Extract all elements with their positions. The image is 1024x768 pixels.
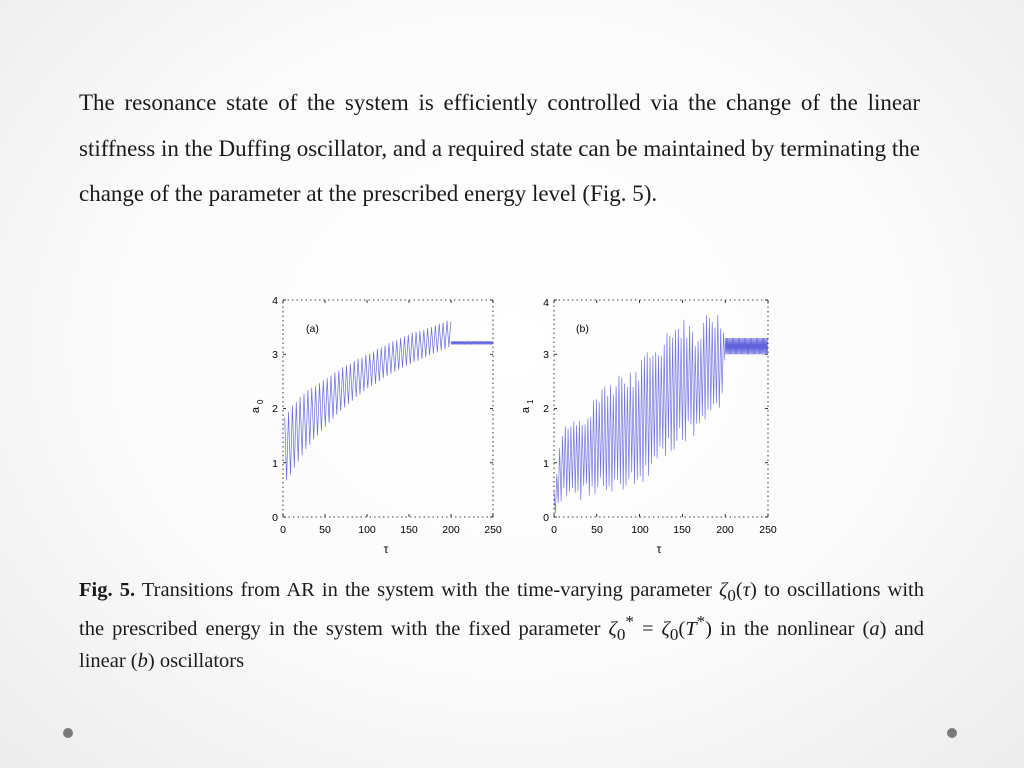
y-tick-label-a: 0 [272, 512, 278, 524]
x-tick-label-b: 50 [591, 524, 603, 536]
svg-text:1: 1 [526, 399, 535, 404]
figure-caption: Fig. 5. Transitions from AR in the system with the time-varying parameter $\zeta_0(\tau)$ to oscillations with the prescribed energy in the system with the fixed parameter $\zeta_0^* = \zeta_0(T^*)$ in the nonlinear (a) and linear (b) oscillators [79, 579, 925, 673]
x-tick-label-a: 0 [280, 524, 286, 536]
svg-text:a: a [520, 406, 532, 414]
y-tick-label-a: 2 [272, 403, 278, 415]
x-tick-label-b: 200 [716, 524, 734, 536]
y-tick-label-b: 0 [543, 512, 549, 524]
y-tick-label-a: 3 [272, 349, 278, 361]
svg-text:0: 0 [256, 399, 265, 404]
panel-label-a: (a) [306, 323, 319, 335]
slide-corner-dot [63, 728, 73, 738]
y-tick-label-b: 2 [543, 403, 549, 415]
y-tick-label-b: 1 [543, 458, 549, 470]
y-axis-label-a [250, 399, 265, 413]
series-a0-steady-band [451, 341, 493, 344]
y-tick-label-a: 4 [272, 295, 278, 307]
y-tick-label-b: 3 [543, 349, 549, 361]
x-tick-label-a: 150 [400, 524, 418, 536]
x-tick-label-b: 100 [631, 524, 649, 536]
y-axis-label-b [520, 399, 535, 413]
body-paragraph: The resonance state of the system is efficiently controlled via the change of the linear stiffness in the Duffing oscillator, and a required state can be maintained by terminating the change of the parameter at the prescribed energy level (Fig. 5). [79, 90, 920, 206]
x-axis-label-b: τ [656, 542, 662, 556]
x-tick-label-b: 250 [759, 524, 777, 536]
x-tick-label-b: 150 [673, 524, 691, 536]
svg-text:a: a [250, 406, 262, 414]
x-tick-label-b: 0 [551, 524, 557, 536]
chart-panel-b [520, 297, 777, 556]
x-tick-label-a: 200 [442, 524, 460, 536]
x-axis-label-a: τ [383, 542, 389, 556]
series-a1-oscillation [554, 315, 725, 513]
x-tick-label-a: 250 [484, 524, 502, 536]
series-a0-oscillation [285, 321, 451, 481]
caption-label: Fig. 5. [79, 579, 136, 601]
panel-label-b: (b) [576, 323, 589, 335]
slide-corner-dot [947, 728, 957, 738]
chart-panel-a [250, 295, 502, 556]
x-tick-label-a: 50 [319, 524, 331, 536]
y-tick-label-b: 4 [543, 297, 549, 309]
y-tick-label-a: 1 [272, 458, 278, 470]
x-tick-label-a: 100 [358, 524, 376, 536]
series-a1-steady-band [725, 338, 768, 354]
